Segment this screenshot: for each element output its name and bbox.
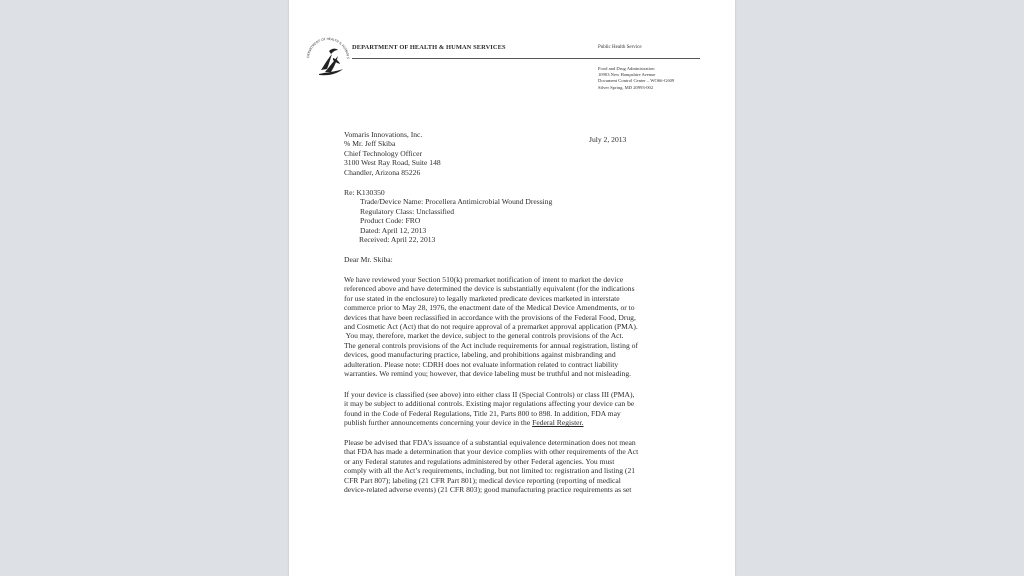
paragraph-line: commerce prior to May 28, 1976, the enactment date of the Medical Device Amendments, or to <box>344 303 635 313</box>
re-line: Trade/Device Name: Procellera Antimicrobial Wound Dressing <box>360 197 553 207</box>
paragraph-line: that FDA has made a determination that your device complies with other requirements of the Act <box>344 447 639 457</box>
paragraph-line: adulteration. Please note: CDRH does not evaluate information related to contract liability <box>344 359 619 369</box>
re-line: Received: April 22, 2013 <box>359 235 436 245</box>
hhs-seal-logo <box>305 36 351 82</box>
address-line: Food and Drug Administration <box>598 66 655 71</box>
letterhead-rule <box>352 58 700 59</box>
svg-text:DEPARTMENT OF HEALTH & HUMAN S <box>305 36 350 59</box>
re-line: Regulatory Class: Unclassified <box>360 206 455 216</box>
salutation: Dear Mr. Skiba: <box>344 255 393 264</box>
paragraph-line: Please be advised that FDA’s issuance of a substantial equivalence determination does not mean <box>344 438 636 447</box>
re-line: Re: K130350 <box>344 188 385 197</box>
fda-address <box>598 66 674 91</box>
address-line: Document Control Center – WO66-G609 <box>598 78 675 84</box>
paragraph-1 <box>344 275 638 378</box>
seal-text: DEPARTMENT OF HEALTH & HUMAN S <box>306 36 351 60</box>
letter-date: July 2, 2013 <box>589 135 627 144</box>
paragraph-line: CFR Part 807); labeling (21 CFR Part 801); medical device reporting (reporting of medical <box>344 475 621 485</box>
paragraph-3 <box>344 438 638 494</box>
paragraph-line: We have reviewed your Section 510(k) premarket notification of intent to market the device <box>344 275 624 284</box>
recipient-line: Vomaris Innovations, Inc. <box>344 130 423 139</box>
paragraph-line: comply with all the Act’s requirements, including, but not limited to: registration and listing (21 <box>344 466 636 476</box>
paragraph-line: You may, therefore, market the device, subject to the general controls provisions of the Act. <box>344 331 624 341</box>
document-page <box>289 0 735 576</box>
paragraph-line: found in the Code of Federal Regulations, Title 21, Parts 800 to 898. In addition, FDA may <box>344 408 621 418</box>
paragraph-line: device-related adverse events) (21 CFR 803); good manufacturing practice requirements as set <box>344 485 632 495</box>
recipient-address <box>344 130 441 177</box>
address-line: 10903 New Hampshire Avenue <box>598 72 656 78</box>
paragraph-line: The general controls provisions of the Act include requirements for annual registration, listing of <box>344 340 638 350</box>
recipient-line: 3100 West Ray Road, Suite 148 <box>344 158 441 168</box>
re-block <box>344 188 552 244</box>
recipient-line: Chandler, Arizona 85226 <box>344 167 421 177</box>
paragraph-line <box>344 418 634 427</box>
re-line: Product Code: FRO <box>360 216 421 226</box>
re-line: Dated: April 12, 2013 <box>360 225 427 235</box>
paragraph-2 <box>344 390 634 428</box>
paragraph-line: and Cosmetic Act (Act) that do not require approval of a premarket approval application (PMA). <box>344 322 638 332</box>
paragraph-line: warranties. We remind you; however, that device labeling must be truthful and not misleading. <box>344 369 632 379</box>
paragraph-line: referenced above and have determined the device is substantially equivalent (for the indications <box>344 284 635 294</box>
paragraph-line: or any Federal statutes and regulations administered by other Federal agencies. You must <box>344 456 615 466</box>
paragraph-line: devices, good manufacturing practice, labeling, and prohibitions against misbranding and <box>344 350 616 360</box>
recipient-line: Chief Technology Officer <box>344 148 423 158</box>
department-heading: DEPARTMENT OF HEALTH & HUMAN SERVICES <box>352 44 506 51</box>
recipient-line: % Mr. Jeff Skiba <box>344 139 396 149</box>
address-line: Silver Spring, MD 20993-002 <box>598 84 654 90</box>
paragraph-line: If your device is classified (see above) into either class II (Special Controls) or class III (PMA), <box>344 390 635 399</box>
paragraph-line: devices that have been reclassified in accordance with the provisions of the Federal Food, Drug, <box>344 312 636 322</box>
public-health-service: Public Health Service <box>598 45 642 50</box>
paragraph-line: it may be subject to additional controls. Existing major regulations affecting your device can be <box>344 399 635 409</box>
paragraph-line-prefix: publish further announcements concerning your device in the <box>344 418 533 428</box>
paragraph-line: for use stated in the enclosure) to legally marketed predicate devices marketed in interstate <box>344 293 620 303</box>
federal-register-link[interactable]: Federal Register. <box>532 418 584 428</box>
